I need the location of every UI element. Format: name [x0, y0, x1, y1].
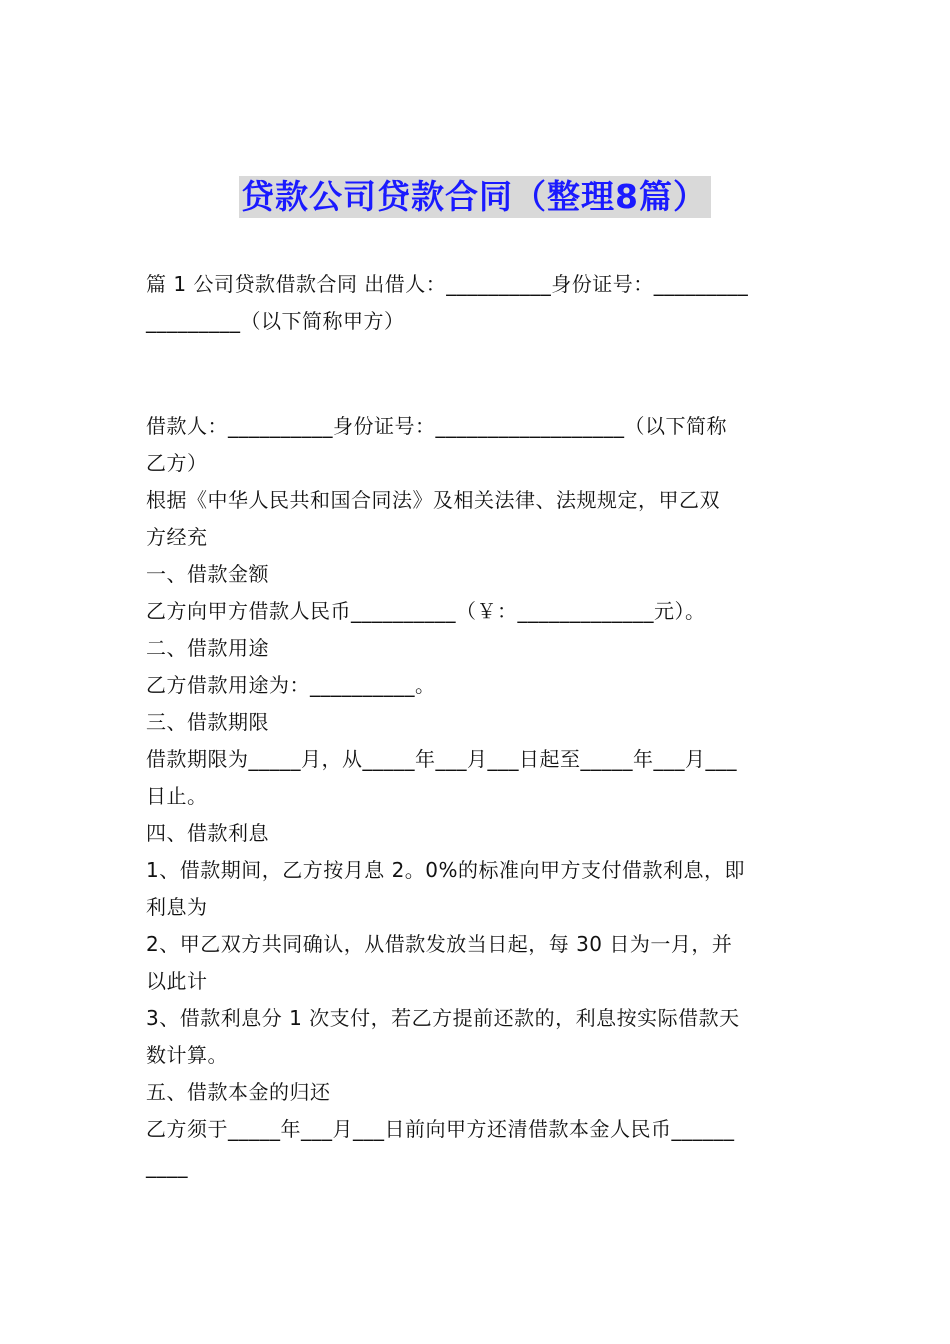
text-line: 2、甲乙双方共同确认，从借款发放当日起，每 30 日为一月，并 — [146, 932, 733, 956]
text-line: 乙方向甲方借款人民币__________（￥：_____________元）。 — [146, 599, 706, 623]
title-container — [0, 176, 950, 218]
text-line: 方经充 — [146, 525, 208, 549]
text-line: 乙方借款用途为：__________。 — [146, 673, 436, 697]
document-title: 贷款公司贷款合同（整理8篇） — [239, 176, 711, 218]
text-line: 利息为 — [146, 895, 208, 919]
text-line: 借款人：__________身份证号：__________________（以下简称 — [146, 414, 727, 438]
section-heading: 一、借款金额 — [146, 562, 269, 586]
text-line: 乙方） — [146, 451, 208, 475]
text-line: 日止。 — [146, 784, 208, 808]
text-line: 篇 1 公司贷款借款合同 出借人：__________身份证号：_________ — [146, 272, 749, 296]
text-line: 以此计 — [146, 969, 208, 993]
section-heading: 五、借款本金的归还 — [146, 1080, 331, 1104]
text-line: 3、借款利息分 1 次支付，若乙方提前还款的，利息按实际借款天 — [146, 1006, 740, 1030]
text-line: ____ — [146, 1154, 188, 1178]
blank-gap — [146, 340, 810, 408]
text-line: 根据《中华人民共和国合同法》及相关法律、法规规定，甲乙双 — [146, 488, 720, 512]
text-line: 乙方须于_____年___月___日前向甲方还清借款本金人民币______ — [146, 1117, 735, 1141]
document-body — [146, 266, 810, 1185]
section-heading: 三、借款期限 — [146, 710, 269, 734]
text-line: _________（以下简称甲方） — [146, 309, 405, 333]
text-line: 借款期限为_____月，从_____年___月___日起至_____年___月___ — [146, 747, 737, 771]
section-heading: 二、借款用途 — [146, 636, 269, 660]
section-heading: 四、借款利息 — [146, 821, 269, 845]
text-line: 数计算。 — [146, 1043, 228, 1067]
text-line: 1、借款期间，乙方按月息 2。0%的标准向甲方支付借款利息，即 — [146, 858, 746, 882]
